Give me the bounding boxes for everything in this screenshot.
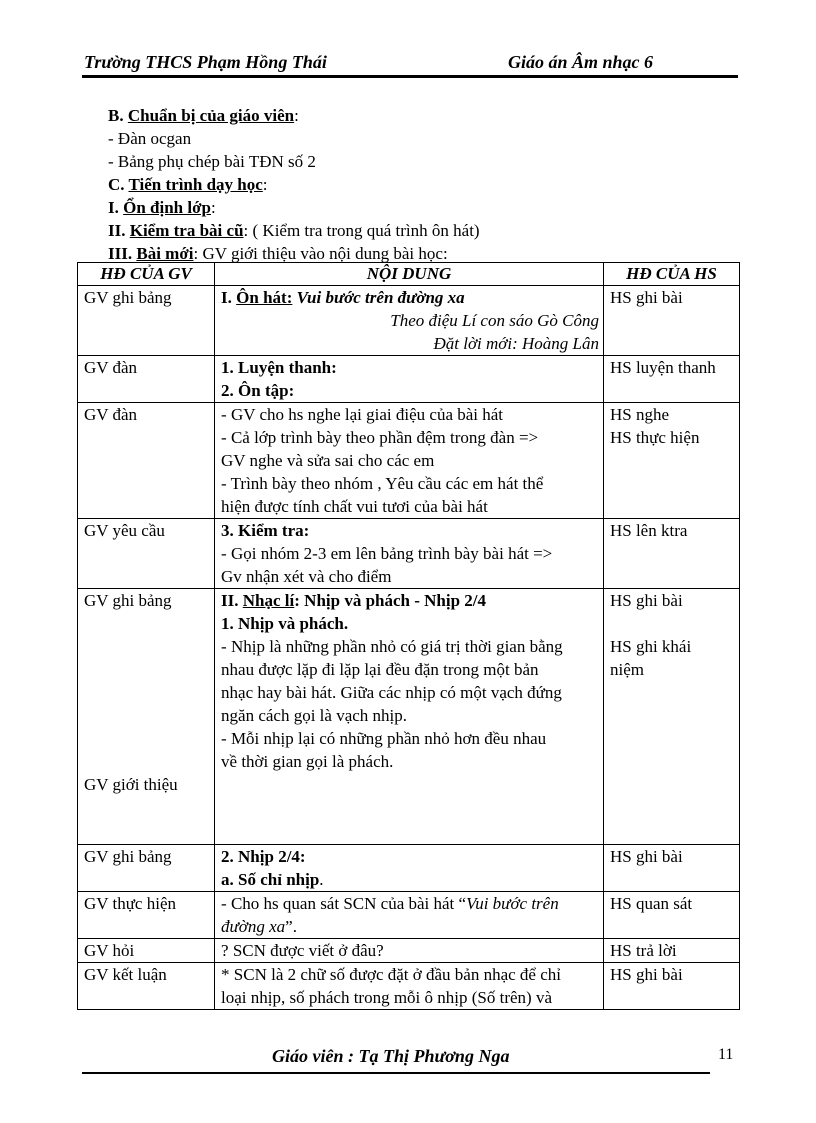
- prep-item: - Đàn ocgan: [108, 129, 192, 148]
- section-ii: II. Kiểm tra bài cũ: ( Kiểm tra trong quá trình ôn hát): [108, 221, 480, 240]
- teacher-name: Giáo viên : Tạ Thị Phương Nga: [272, 1046, 510, 1066]
- table-row: GV đàn - GV cho hs nghe lại giai điệu của bài hát - Cả lớp trình bày theo phần đệm trong đàn => GV nghe và sửa sai cho các em - Trình bày theo nhóm , Yêu cầu các em hát thể hiện được tính chất vui tươi của bài hát HS nghe HS thực hiện: [78, 403, 740, 519]
- table-row: GV ghi bảng 2. Nhịp 2/4: a. Số chỉ nhịp. HS ghi bài: [78, 845, 740, 892]
- table-row: GV ghi bảng I. Ôn hát: Vui bước trên đường xa Theo điệu Lí con sáo Gò Công Đặt lời mới: Hoàng Lân HS ghi bài: [78, 286, 740, 356]
- school-name: Trường THCS Phạm Hồng Thái: [84, 52, 327, 72]
- table-row: GV thực hiện - Cho hs quan sát SCN của bài hát “Vui bước trên đường xa”. HS quan sát: [78, 892, 740, 939]
- page-number: 11: [718, 1046, 734, 1063]
- prep-item: - Bảng phụ chép bài TĐN số 2: [108, 152, 316, 171]
- table-row: GV kết luận * SCN là 2 chữ số được đặt ở đầu bản nhạc để chỉ loại nhịp, số phách trong mỗi ô nhịp (Số trên) và HS ghi bài: [78, 963, 740, 1010]
- footer-divider: [82, 1072, 710, 1074]
- subject-name: Giáo án Âm nhạc 6: [508, 52, 654, 72]
- table-header-row: [78, 263, 740, 286]
- page-header: [84, 52, 736, 76]
- table-row: GV đàn 1. Luyện thanh: 2. Ôn tập: HS luyện thanh: [78, 356, 740, 403]
- preparation-section: [108, 104, 748, 265]
- section-iii: III. Bài mới: GV giới thiệu vào nội dung bài học:: [108, 244, 448, 263]
- section-b: B. Chuẩn bị của giáo viên:: [108, 106, 299, 125]
- table-row: GV hỏi ? SCN được viết ở đâu? HS trả lời: [78, 939, 740, 963]
- header-divider: [82, 75, 738, 78]
- header-content: NỘI DUNG: [215, 263, 604, 286]
- header-teacher-activity: HĐ CỦA GV: [78, 263, 215, 286]
- section-c: C. Tiến trình dạy học:: [108, 175, 268, 194]
- lesson-table: [77, 262, 740, 1010]
- table-row: GV ghi bảng GV giới thiệu II. Nhạc lí: Nhịp và phách - Nhịp 2/4 1. Nhịp và phách. - Nhịp là những phần nhỏ có giá trị thời gian bằng nhau được lặp đi lặp lại đều đặn trong một bản nhạc hay bài hát. Giữa các nhịp có một vạch đứng ngăn cách gọi là vạch nhịp. - Mỗi nhịp lại có những phần nhỏ hơn đều nhau về thời gian gọi là phách. HS ghi bài HS ghi khái niệm: [78, 589, 740, 845]
- section-i: I. Ổn định lớp:: [108, 198, 216, 217]
- table-row: GV yêu cầu 3. Kiểm tra: - Gọi nhóm 2-3 em lên bảng trình bày bài hát => Gv nhận xét và cho điểm HS lên ktra: [78, 519, 740, 589]
- header-student-activity: HĐ CỦA HS: [603, 263, 739, 286]
